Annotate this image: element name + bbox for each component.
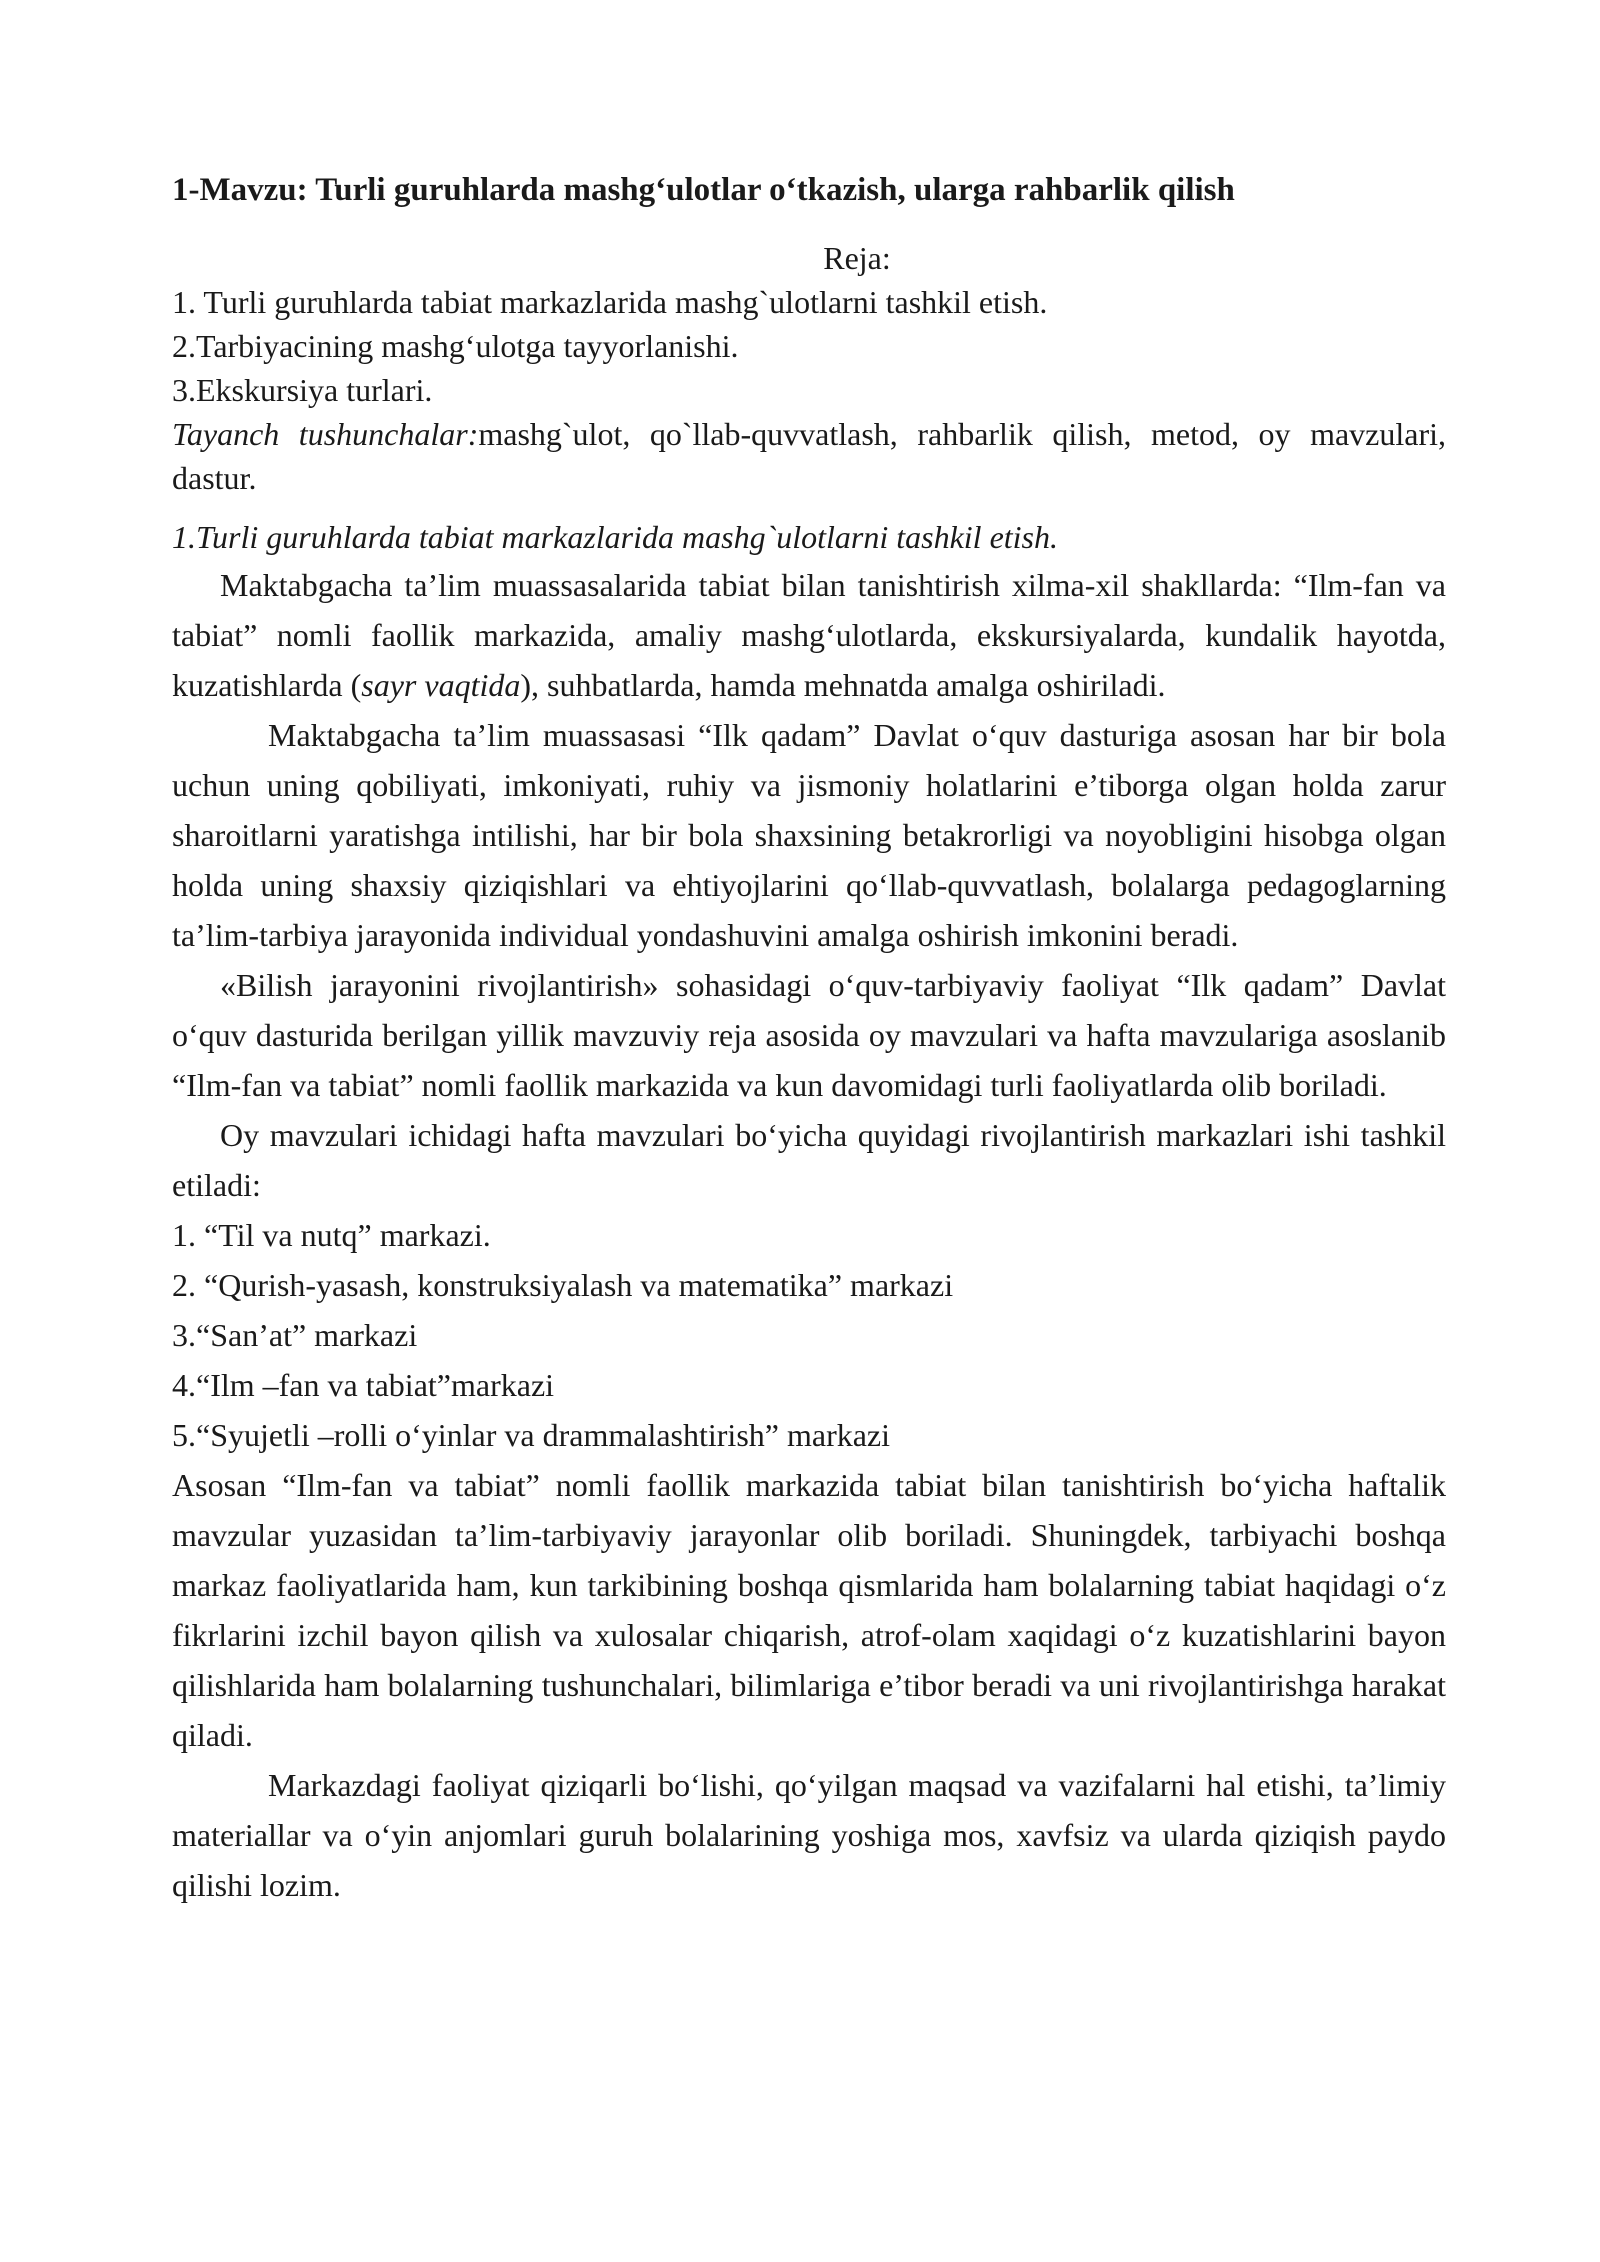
center-list-item: 4.“Ilm –fan va tabiat”markazi: [172, 1367, 555, 1403]
keywords-label: Tayanch tushunchalar:: [172, 416, 479, 452]
paragraph-2: Maktabgacha ta’lim muassasasi “Ilk qadam” Davlat o‘quv dasturiga asosan har bir bola uchun uning qobiliyati, imkoniyati, ruhiy va jismoniy holatlarini e’tiborga olgan holda zarur sharoitlarni yaratishga intilishi, har bir bola shaxsining betakrorligi va noyobligini hisobga olgan holda uning shaxsiy qiziqishlari va ehtiyojlarini qo‘llab-quvvatlash, bolalarga pedagoglarning ta’lim-tarbiya jarayonida individual yondashuvini amalga oshirish imkonini beradi.: [172, 717, 1446, 953]
paragraph-1-text-a: Maktabgacha ta’lim muassasalarida tabiat bilan tanishtirish xilma-xil shakllarda: “Ilm-fan va tabiat” nomli faollik markazida, amaliy mashg‘ulotlarda, ekskursiyalarda, kundalik hayotda, kuzatishlarda (: [172, 567, 1446, 703]
document-page: [172, 168, 1446, 1910]
paragraph-1-emphasis: sayr vaqtida: [361, 667, 521, 703]
document-title: 1-Mavzu: Turli guruhlarda mashg‘ulotlar o‘tkazish, ularga rahbarlik qilish: [172, 172, 1235, 208]
plan-item: 3.Ekskursiya turlari.: [172, 372, 433, 408]
plan-item: 1. Turli guruhlarda tabiat markazlarida mashg`ulotlarni tashkil etish.: [172, 284, 1048, 320]
center-list-item: 5.“Syujetli –rolli o‘yinlar va drammalashtirish” markazi: [172, 1417, 891, 1453]
paragraph-4: Oy mavzulari ichidagi hafta mavzulari bo‘yicha quyidagi rivojlantirish markazlari ishi tashkil etiladi:: [172, 1117, 1446, 1203]
plan-heading: Reja:: [823, 240, 891, 276]
paragraph-1-text-b: ), suhbatlarda, hamda mehnatda amalga oshiriladi.: [520, 667, 1166, 703]
center-list-item: 3.“San’at” markazi: [172, 1317, 418, 1353]
paragraph-3: «Bilish jarayonini rivojlantirish» sohasidagi o‘quv-tarbiyaviy faoliyat “Ilk qadam” Davlat o‘quv dasturida berilgan yillik mavzuviy reja asosida oy mavzulari va hafta mavzulariga asoslanib “Ilm-fan va tabiat” nomli faollik markazida va kun davomidagi turli faoliyatlarda olib boriladi.: [172, 967, 1446, 1103]
section-heading: 1.Turli guruhlarda tabiat markazlarida mashg`ulotlarni tashkil etish.: [172, 519, 1058, 555]
paragraph-1: [172, 560, 1446, 710]
center-list-item: 2. “Qurish-yasash, konstruksiyalash va matematika” markazi: [172, 1267, 954, 1303]
center-list-item: 1. “Til va nutq” markazi.: [172, 1217, 491, 1253]
plan-item: 2.Tarbiyacining mashg‘ulotga tayyorlanishi.: [172, 328, 739, 364]
paragraph-6: Markazdagi faoliyat qiziqarli bo‘lishi, qo‘yilgan maqsad va vazifalarni hal etishi, ta’limiy materiallar va o‘yin anjomlari guruh bolalarining yoshiga mos, xavfsiz va ularda qiziqish paydo qilishi lozim.: [172, 1767, 1446, 1903]
keywords-paragraph: [172, 412, 1446, 500]
paragraph-5: Asosan “Ilm-fan va tabiat” nomli faollik markazida tabiat bilan tanishtirish bo‘yicha haftalik mavzular yuzasidan ta’lim-tarbiyaviy jarayonlar olib boriladi. Shuningdek, tarbiyachi boshqa markaz faoliyatlarida ham, kun tarkibining boshqa qismlarida ham bolalarning tabiat haqidagi o‘z fikrlarini izchil bayon qilish va xulosalar chiqarish, atrof-olam xaqidagi o‘z kuzatishlarini bayon qilishlarida ham bolalarning tushunchalari, bilimlariga e’tibor beradi va uni rivojlantirishga harakat qiladi.: [172, 1467, 1446, 1753]
keywords-text: mashg`ulot, qo`llab-quvvatlash, rahbarlik qilish, metod, oy mavzulari, dastur.: [172, 416, 1446, 496]
